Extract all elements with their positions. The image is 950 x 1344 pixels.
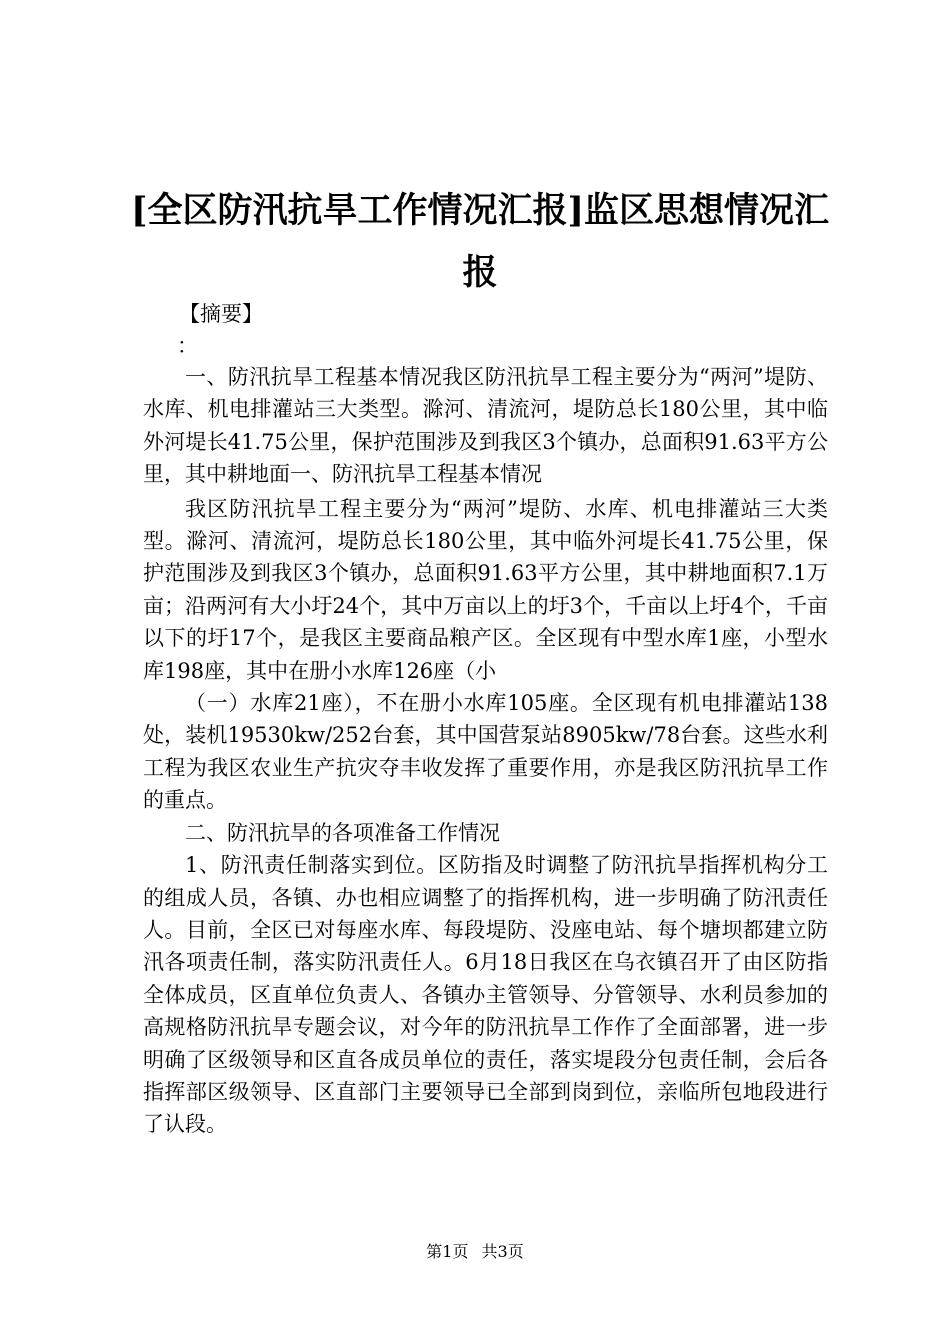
page-footer [0, 1242, 950, 1262]
document-body [143, 361, 828, 1141]
paragraph-engineering-overview: 我区防汛抗旱工程主要分为“两河”堤防、水库、机电排灌站三大类型。滁河、清流河，堤防总长180公里，其中临外河堤长41.75公里，保护范围涉及到我区3个镇办，总面积91.63平方公里，其中耕地面积7.1万亩；沿两河有大小圩24个，其中万亩以上的圩3个，千亩以上圩4个，千亩以下的圩17个，是我区主要商品粮产区。全区现有中型水库1座，小型水库198座，其中在册小水库126座（小 [143, 496, 828, 683]
abstract-colon: ： [177, 334, 198, 358]
section-heading-preparation: 二、防汛抗旱的各项准备工作情况 [185, 820, 500, 845]
abstract-label: 【摘要】 [179, 302, 263, 326]
document-title: [全区防汛抗旱工作情况汇报]监区思想情况汇报 [130, 190, 830, 293]
paragraph-responsibility: 1、防汛责任制落实到位。区防指及时调整了防汛抗旱指挥机构分工的组成人员，各镇、办也相应调整了的指挥机构，进一步明确了防汛责任人。目前，全区已对每座水库、每段堤防、没座电站、每个塘坝都建立防汛各项责任制，落实防汛责任人。6月18日我区在乌衣镇召开了由区防指全体成员，区直单位负责人、各镇办主管领导、分管领导、水利员参加的高规格防汛抗旱专题会议，对今年的防汛抗旱工作作了全面部署，进一步明确了区级领导和区直各成员单位的责任，落实堤段分包责任制，会后各指挥部区级领导、区直部门主要领导已全部到岗到位，亲临所包地段进行了认段。 [143, 853, 828, 1137]
page-total: 共3页 [481, 1242, 524, 1261]
paragraph-reservoirs-pumping: （一）水库21座），不在册小水库105座。全区现有机电排灌站138处，装机19530kw/252台套，其中国营泵站8905kw/78台套。这些水利工程为我区农业生产抗灾夺丰收发挥了重要作用，亦是我区防汛抗旱工作的重点。 [143, 691, 828, 813]
paragraph-overview-summary: 一、防汛抗旱工程基本情况我区防汛抗旱工程主要分为“两河”堤防、水库、机电排灌站三大类型。滁河、清流河，堤防总长180公里，其中临外河堤长41.75公里，保护范围涉及到我区3个镇办，总面积91.63平方公里，其中耕地面一、防汛抗旱工程基本情况 [143, 365, 828, 487]
page-number: 第1页 [426, 1242, 469, 1261]
